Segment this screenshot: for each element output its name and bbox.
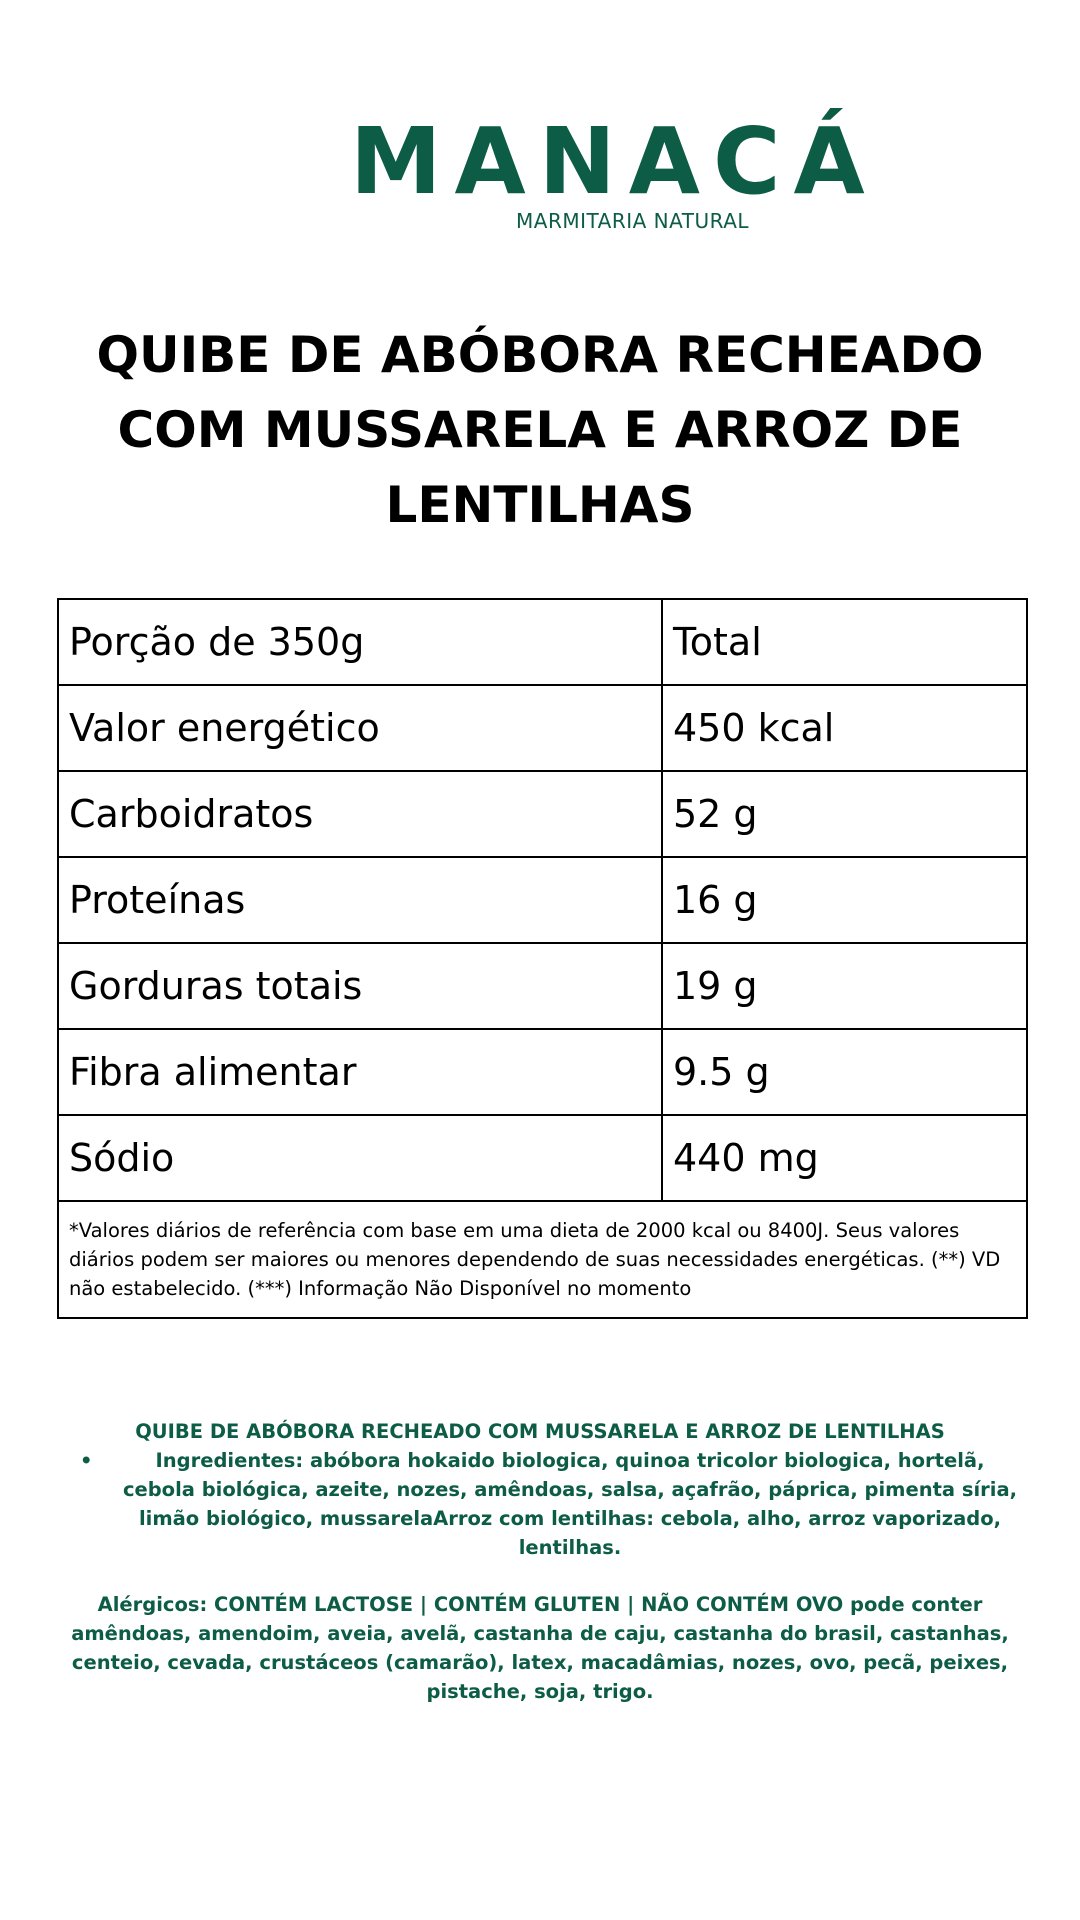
footnote-row: [58, 1201, 1027, 1318]
ingredients-text: Ingredientes: abóbora hokaido biologica, quinoa tricolor biologica, hortelã, cebola biológica, azeite, nozes, amêndoas, salsa, açafrão, páprica, pimenta síria, limão biológico, mussarelaArroz com lentilhas: cebola, alho, arroz vaporizado, lentilhas.: [122, 1449, 1018, 1559]
nutrient-value: 450 kcal: [662, 685, 1027, 771]
nutrient-value: 16 g: [662, 857, 1027, 943]
table-row: [58, 771, 1027, 857]
nutrient-label: Gorduras totais: [58, 943, 662, 1029]
nutrient-value: 9.5 g: [662, 1029, 1027, 1115]
table-row: [58, 1115, 1027, 1201]
nutrient-value: 52 g: [662, 771, 1027, 857]
product-title: QUIBE DE ABÓBORA RECHEADO COM MUSSARELA E ARROZ DE LENTILHAS: [96, 326, 984, 534]
table-row: [58, 685, 1027, 771]
daily-values-footnote: *Valores diários de referência com base em uma dieta de 2000 kcal ou 8400J. Seus valores diários podem ser maiores ou menores dependendo de suas necessidades energéticas. (**) VD não estabelecido. (***) Informação Não Disponível no momento: [58, 1201, 1027, 1318]
ingredients-list: [80, 1446, 1020, 1562]
table-row: [58, 1029, 1027, 1115]
list-item: [80, 1446, 1020, 1562]
brand-logo: [350, 108, 878, 242]
table-header-row: [58, 599, 1027, 685]
allergens-text: Alérgicos: CONTÉM LACTOSE | CONTÉM GLUTEN | NÃO CONTÉM OVO pode conter amêndoas, amendoim, aveia, avelã, castanha de caju, castanha do brasil, castanhas, centeio, cevada, crustáceos (camarão), latex, macadâmias, nozes, ovo, pecã, peixes, pistache, soja, trigo.: [71, 1593, 1009, 1703]
table-row: [58, 943, 1027, 1029]
nutrient-label: Carboidratos: [58, 771, 662, 857]
nutrient-value: 19 g: [662, 943, 1027, 1029]
table-row: [58, 857, 1027, 943]
nutrient-label: Fibra alimentar: [58, 1029, 662, 1115]
brand-name: MANACÁ: [350, 108, 878, 215]
portion-label: Porção de 350g: [58, 599, 662, 685]
ingredients-title: QUIBE DE ABÓBORA RECHEADO COM MUSSARELA E ARROZ DE LENTILHAS: [135, 1420, 945, 1443]
bullet-icon: •: [80, 1449, 93, 1472]
nutrient-label: Proteínas: [58, 857, 662, 943]
nutrient-label: Sódio: [58, 1115, 662, 1201]
nutrient-value: 440 mg: [662, 1115, 1027, 1201]
nutrition-table: [57, 598, 1028, 1319]
nutrient-label: Valor energético: [58, 685, 662, 771]
portion-total-header: Total: [662, 599, 1027, 685]
brand-tagline: MARMITARIA NATURAL: [516, 209, 750, 233]
